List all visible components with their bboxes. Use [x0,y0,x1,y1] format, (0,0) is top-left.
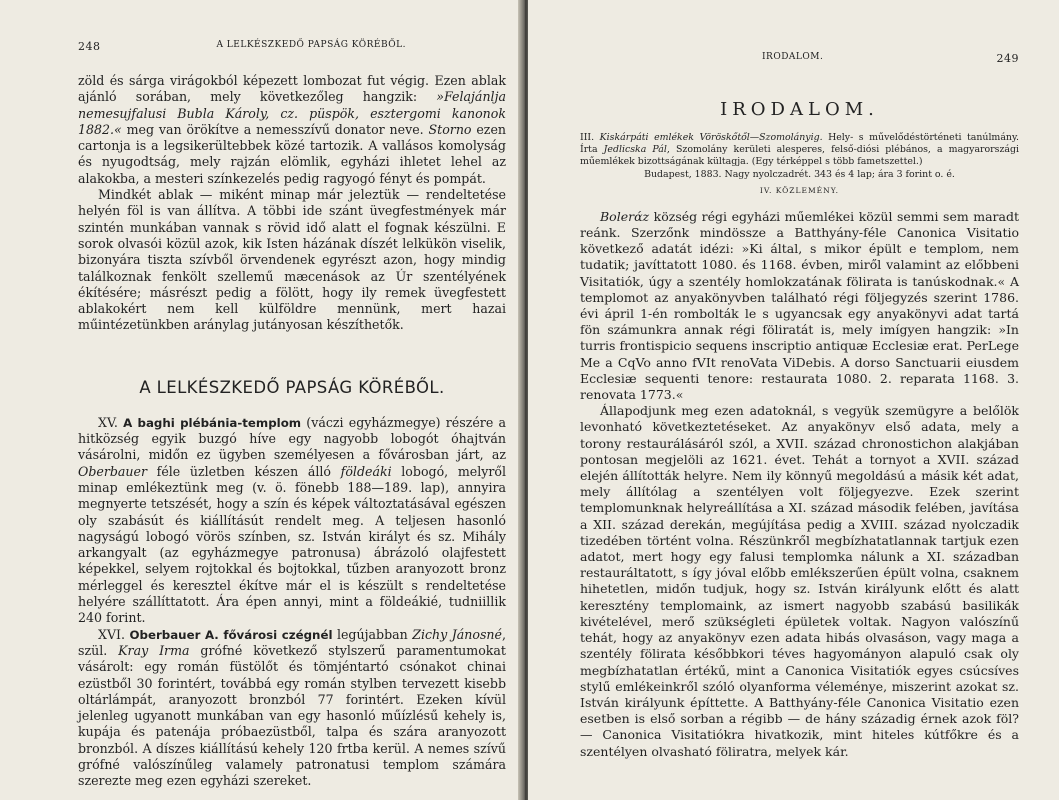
paragraph: XVI. Oberbauer A. fővárosi czégnél legújabban Zichy Jánosné, szül. Kray Irma grófné következő stylszerű paramentumokat vásárolt: egy román füstölőt és tömjéntartó csónakot chinai ezüstből 30 forintért, továbbá egy román stylben tervezett kisebb oltárlámpát, aranyozott bronzból 77 forintért. Ezeken kívül jelenleg ugyanott munkában van egy hasonló műízlésű kehely is, kupája és patenája próbaezüstből, talpa és szára aranyozott bronzból. A díszes kiállítású kehely 120 frtba kerül. A nemes szívű grófné valószínűleg valamely patronatusi templom számára szerezte meg ezen egyházi szereket. [78,626,506,789]
right-page-number: 249 [996,52,1019,65]
left-page-number: 248 [78,40,101,53]
bib-imprint: Budapest, 1883. Nagy nyolczadrét. 343 és 4 lap; ára 3 forint o. é. [644,168,955,180]
left-running-head [78,40,506,53]
paragraph: Bolerάz község régi egyházi műemlékei közül semmi sem maradt reánk. Szerzőnk mindössze a Batthyány-féle Canonica Visitatio következő adatát idézi: »Ki által, s mikor épült e templom, nem tudatik; javíttatott 1080. és 1168. évben, miről valamint az előbbeni Visitatiók, úgy a szentély homlokzatának fölirata is tanúskodnak.« A templomot az anyakönyvben található régi följegyzés szerint 1786. évi ápril 1-én rombolták le s ugyancsak egy anyakönyvi adat tartá fön számunkra annak régi föliratát is, mely imígyen hangzik: »In turris frontispicio sequens inscriptio antiquæ Ecclesiæ erat. PerLege Me a CqVo anno fVIt renoVata ViDebis. A dorso Sanctuarii eiusdem Ecclesiæ sequenti tenore: restaurata 1080. 2. reparata 1168. 3. renovata 1773.« [580,208,1019,403]
page-heading: IRODALOM. [720,99,879,120]
installment-label: IV. KÖZLEMÉNY. [759,185,840,195]
paragraph: Állapodjunk meg ezen adatoknál, s vegyük szemügyre a belőlök levonható következtetéseket. Az anyakönyv első adata, mely a torony restaurálásáról szól, a XVII. század chronostichon alakjában pontosan megjelöli az 1621. évet. Tehát a tornyot a XVII. század elején állították helyre. Nem ily könnyű megoldású a másik két adat, mely állítólag a szentélyen volt följegyezve. Ezek szerint templomunknak helyreállítása a XI. század második felében, javítása a XII. század derekán, megújítása pedig a XVIII. század nyolczadik tizedében történt volna. Részünkről megbízhatatlannak tartjuk ezen adatot, mert hogy egy falusi templomka nálunk a XI. században restauráltatott, s így jóval előbb emlékszerűen épült volna, csaknem hihetetlen, midőn tudjuk, hogy sz. István királyunk előtt és alatt keresztény templomaink, az ismert nagyobb szabású basilikák kivételével, merő szükségleti épületek voltak. Nagyon valószínű tehát, hogy az anyakönyv ezen adata hibás olvasáson, vagy maga a szentély fölirata későbbkori téves hagyományon alapuló csak oly megbízhatatlan értékű, mint a Canonica Visitatiók egyes csúcsíves stylű emlékeinkről szóló olyanforma véleménye, miszerint azokat sz. István királyunk építtette. A Batthyány-féle Canonica Visitatio ezen esetben is első sorban a régibb — de hány századig érnek azok föl? — Canonica Visitatiókra hivatkozik, mint hiteles kútfőkre és a szentélyen olvasható föliratra, melyek kár. [580,403,1019,759]
left-header-title: A LELKÉSZKEDŐ PAPSÁG KÖRÉBŐL. [216,40,406,50]
paragraph: Mindkét ablak — miként minap már jeleztük — rendeltetése helyén föl is van állítva. A többi ide szánt üvegfestmények már szintén munkában vannak s rövid idő alatt el fognak készülni. E sorok olvasói közül azok, kik Isten házának díszét lelkükön viselik, bizonyára tiszta szívből örvendenek egyrészt azon, hogy mindig találkoznak fenkölt szellemű mæcenások az Úr szentélyének ékítésére; másrészt pedig a fölött, hogy ily remek üvegfestett ablakokért nem kell külföldre mennünk, mert hazai műintézetünkben aránylag jutányosan készíthetők. [78,187,506,333]
paragraph: zöld és sárga virágokból képezett lombozat fut végig. Ezen ablak ajánló sorában, mely következőleg hangzik: »Felajánlja nemesujfalusi Bubla Károly, cz. püspök, esztergomi kanonok 1882.« meg van örökítve a nemesszívű donator neve. Storno ezen cartonja is a legsikerültebbek közé tartozik. A vallásos komolyság és nyugodtság, mely rajzán elömlik, egyházi ihletet lehel az alakokba, a mesteri színkezelés pedig ragyogó fényt és pompát. [78,73,507,186]
right-header-title: IRODALOM. [762,52,824,62]
right-running-head [580,52,1019,65]
left-page [0,0,524,800]
paragraph: XV. A baghi plébánia-templom (váczi egyházmegye) részére a hitközség egyik buzgó híve egy nagyobb lobogót óhajtván vásárolni, midőn ez ügyben személyesen a fővárosban járt, az Oberbauer féle üzletben készen álló földeáki lobogó, melyről minap emlékeztünk meg (v. ö. fönebb 188—189. lap), annyira megnyerte tetszését, hogy a szín és képek változtatásával egészen oly szabásút és kiállításút rendelt meg. A teljesen hasonló nagyságú lobogó vörös színben, sz. István királyt és sz. Mihály arkangyalt (az egyházmegye patronusa) ábrázoló olajfestett képekkel, selyem rojtokkal és bojtokkal, tűzben aranyozott bronz mérleggel és keresztel ékítve már el is készült s rendeltetése helyére szállíttatott. Ára épen annyi, mint a földeákié, tudniillik 240 forint. [78,414,506,626]
bibliography-entry: III. Kiskárpáti emlékek Vöröskőtől—Szomolányig. Hely- s művelődéstörténeti tanúlmány. Írta Jedlicska Pál, Szomolány kerületi alesperes, felső-diósi plébános, a magyarországi műemlékek bizottságának kültagja. (Egy térképpel s több fametszettel.) Budapest, 1883. Nagy nyolczadrét. 343 és 4 lap; ára 3 forint o. é. [580,132,1019,180]
section-title: A LELKÉSZKEDŐ PAPSÁG KÖRÉBŐL. [139,377,445,397]
right-page [528,0,1059,800]
